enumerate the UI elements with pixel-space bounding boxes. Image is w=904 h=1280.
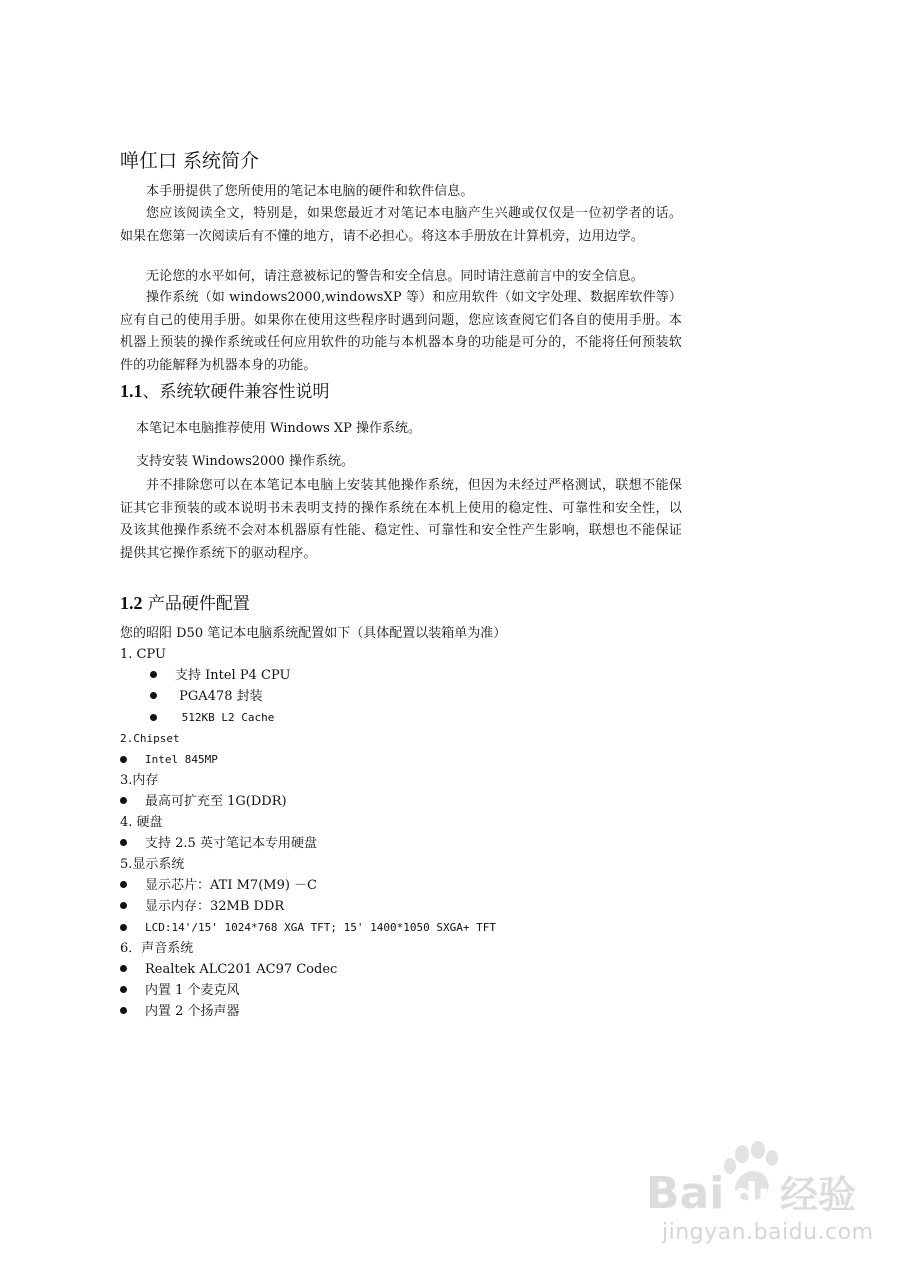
list-item: Realtek ALC201 AC97 Codec	[120, 960, 337, 980]
intro-paragraph-1: 本手册提供了您所使用的笔记本电脑的硬件和软件信息。	[146, 184, 474, 199]
list-item: 最高可扩充至 1G(DDR)	[120, 792, 287, 812]
intro-paragraph-2: 您应该阅读全文，特别是，如果您最近才对笔记本电脑产生兴趣或仅仅是一位初学者的话。如果在您第一次阅读后有不懂的地方，请不必担心。将这本手册放在计算机旁，边用边学。	[120, 206, 682, 244]
bullet-icon	[120, 1007, 127, 1014]
intro-paragraph-3: 无论您的水平如何，请注意被标记的警告和安全信息。同时请注意前言中的安全信息。	[146, 269, 644, 284]
page-title: 啴仜口 系统简介	[120, 150, 260, 172]
section-heading-compatibility	[120, 379, 330, 404]
memory-label: 3.内存	[120, 773, 159, 788]
bullet-icon	[120, 797, 127, 804]
svg-text:du: du	[732, 1176, 784, 1217]
section-title: 产品硬件配置	[142, 594, 250, 614]
bullet-icon	[150, 714, 157, 721]
bullet-icon	[120, 986, 127, 993]
list-item: 支持 Intel P4 CPU	[150, 666, 290, 686]
baidu-jingyan-watermark-logo	[646, 1140, 866, 1224]
cpu-label: 1. CPU	[120, 647, 166, 662]
bullet-icon	[150, 692, 157, 699]
list-item: Intel 845MP	[120, 750, 218, 770]
compat-line-2: 支持安装 Windows2000 操作系统。	[136, 454, 354, 469]
svg-text:Bai: Bai	[646, 1168, 725, 1219]
list-item: 显示内存：32MB DDR	[120, 897, 284, 917]
hardware-intro: 您的昭阳 D50 笔记本电脑系统配置如下（具体配置以装箱单为准）	[120, 626, 507, 641]
display-label: 5.显示系统	[120, 857, 185, 872]
list-item: 内置 2 个扬声器	[120, 1002, 240, 1022]
list-item: LCD:14'/15' 1024*768 XGA TFT; 15' 1400*1050 SXGA+ TFT	[120, 918, 496, 938]
section-number: 1.1	[120, 381, 143, 401]
disk-label: 4. 硬盘	[120, 815, 163, 830]
watermark-url: jingyan.baidu.com	[662, 1220, 874, 1245]
bullet-icon	[120, 881, 127, 888]
bullet-icon	[120, 924, 127, 931]
list-item: 显示芯片：ATI M7(M9) －C	[120, 876, 317, 896]
list-item: 支持 2.5 英寸笔记本专用硬盘	[120, 834, 317, 854]
bullet-icon	[120, 839, 127, 846]
intro-paragraph-4: 操作系统（如 windows2000,windowsXP 等）和应用软件（如文字处理、数据库软件等）应有自己的使用手册。如果你在使用这些程序时遇到问题，您应该查阅它们各自的使用手册。本机器上预装的操作系统或任何应用软件的功能与本机器本身的功能是可分的，不能将任何预装软件的功能解释为机器本身的功能。	[120, 290, 682, 373]
list-item: 内置 1 个麦克风	[120, 981, 240, 1001]
section-title: 、系统软硬件兼容性说明	[142, 382, 330, 402]
bullet-icon	[120, 902, 127, 909]
section-number: 1.2	[120, 593, 143, 613]
audio-label: 6．声音系统	[120, 941, 194, 956]
bullet-icon	[120, 965, 127, 972]
compat-paragraph: 并不排除您可以在本笔记本电脑上安装其他操作系统，但因为未经过严格测试，联想不能保证其它非预装的或本说明书未表明支持的操作系统在本机上使用的稳定性、可靠性和安全性，以及该其他操作系统不会对本机器原有性能、稳定性、可靠性和安全性产生影响，联想也不能保证提供其它操作系统下的驱动程序。	[120, 478, 682, 561]
svg-text:经验: 经验	[780, 1173, 857, 1217]
compat-line-1: 本笔记本电脑推荐使用 Windows XP 操作系统。	[136, 421, 422, 436]
bullet-icon	[120, 756, 127, 763]
bullet-icon	[150, 671, 157, 678]
list-item: PGA478 封装	[150, 687, 263, 707]
list-item: 512KB L2 Cache	[150, 708, 274, 728]
section-heading-hardware	[120, 591, 250, 616]
chipset-label: 2.Chipset	[120, 732, 180, 745]
